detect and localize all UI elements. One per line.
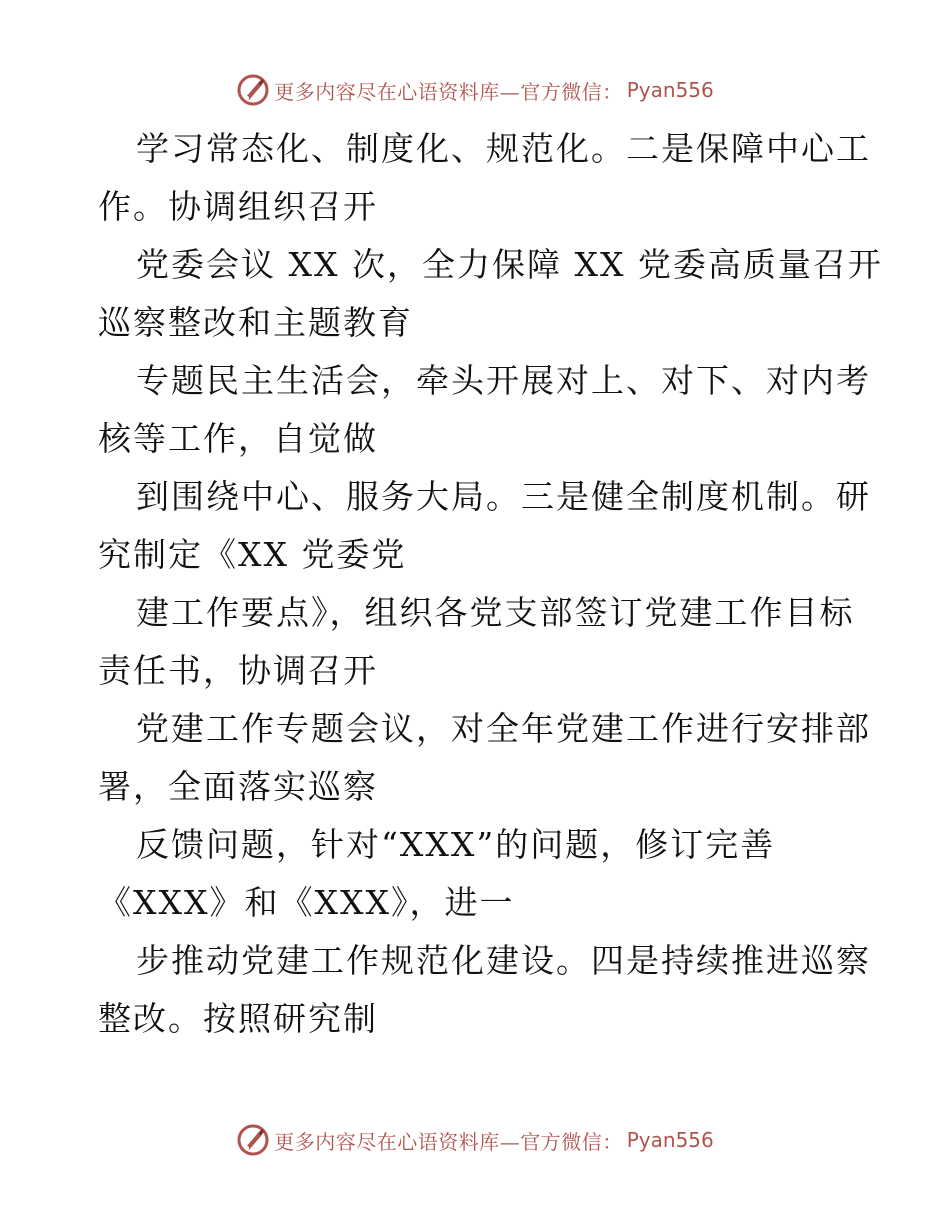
- text-line: 整改。按照研究制: [98, 999, 378, 1038]
- header-watermark: [0, 70, 950, 110]
- header-handle: Pyan556: [626, 78, 714, 102]
- text-line: 到围绕中心、服务大局。三是健全制度机制。研: [136, 477, 871, 516]
- text-line: 反馈问题，针对“XXX”的问题，修订完善: [136, 825, 776, 864]
- footer-handle: Pyan556: [626, 1128, 714, 1152]
- brand-logo-icon: [236, 1123, 270, 1157]
- text-line: 核等工作，自觉做: [98, 419, 378, 458]
- text-line: 《XXX》和《XXX》，进一: [98, 883, 515, 922]
- text-line: 党委会议 XX 次，全力保障 XX 党委高质量召开: [136, 245, 883, 284]
- footer-brand-text: 更多内容尽在心语资料库—官方微信：: [274, 1129, 623, 1154]
- text-line: 责任书，协调召开: [98, 651, 378, 690]
- text-line: 党建工作专题会议，对全年党建工作进行安排部: [136, 709, 871, 748]
- text-line: 巡察整改和主题教育: [98, 303, 413, 342]
- brand-logo-icon: [236, 73, 270, 107]
- text-line: 建工作要点》，组织各党支部签订党建工作目标: [136, 593, 855, 632]
- text-line: 学习常态化、制度化、规范化。二是保障中心工: [136, 129, 871, 168]
- text-line: 署，全面落实巡察: [98, 767, 378, 806]
- text-line: 专题民主生活会，牵头开展对上、对下、对内考: [136, 361, 871, 400]
- text-line: 究制定《XX 党委党: [98, 535, 407, 574]
- text-line: 步推动党建工作规范化建设。四是持续推进巡察: [136, 941, 871, 980]
- text-line: 作。协调组织召开: [98, 187, 378, 226]
- header-brand-text: 更多内容尽在心语资料库—官方微信：: [274, 79, 623, 104]
- document-body: [98, 120, 883, 1048]
- footer-watermark: [0, 1120, 950, 1160]
